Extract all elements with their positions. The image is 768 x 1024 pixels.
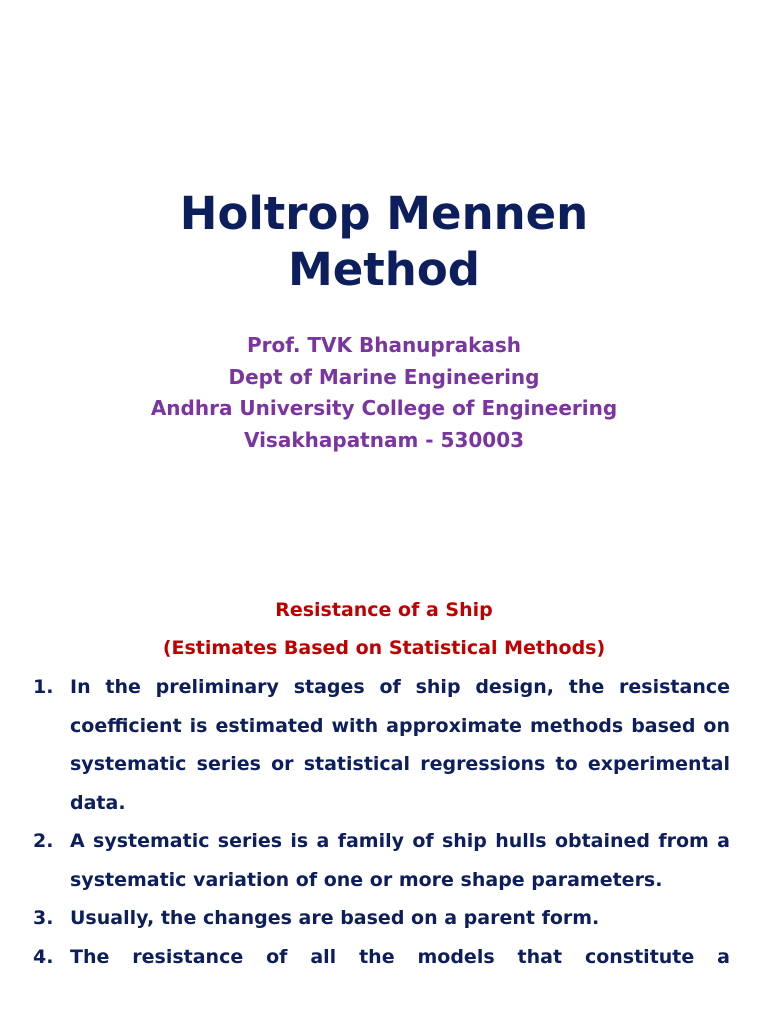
title-line-2: Method [288, 243, 480, 296]
list-item-text: Usually, the changes are based on a parent form. [70, 907, 600, 929]
list-item [0, 668, 768, 822]
list-item-text: The resistance of all the models that constitute a [70, 945, 730, 968]
list-item [0, 938, 768, 977]
section-heading: Resistance of a Ship [275, 599, 493, 621]
list-item-text: A systematic series is a family of ship hulls obtained from a systematic variation of one or more shape parameters. [70, 830, 730, 891]
list-item-text: In the preliminary stages of ship design, the resistance coefficient is estimated with approximate methods based on systematic series or statistical regressions to experimental data. [70, 676, 730, 814]
numbered-list [0, 668, 768, 976]
author-department: Dept of Marine Engineering [228, 364, 540, 389]
list-item-number: 4. [33, 945, 54, 968]
document-title [0, 186, 768, 298]
list-item-number: 3. [33, 907, 54, 929]
author-name: Prof. TVK Bhanuprakash [246, 333, 522, 357]
list-item [0, 822, 768, 899]
title-line-1: Holtrop Mennen [179, 187, 589, 240]
list-item-number: 2. [33, 830, 54, 852]
author-block [0, 330, 768, 456]
author-location: Visakhapatnam - 530003 [243, 427, 525, 452]
list-item [0, 899, 768, 938]
author-institution: Andhra University College of Engineering [150, 396, 618, 420]
section-subheading: (Estimates Based on Statistical Methods) [162, 637, 606, 659]
list-item-number: 1. [33, 676, 54, 698]
